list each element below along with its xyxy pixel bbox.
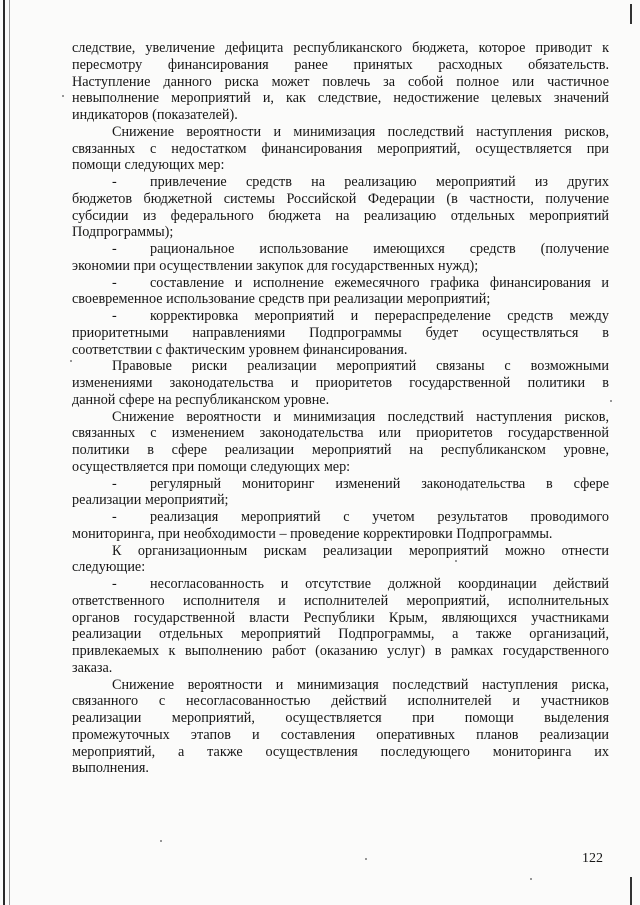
text-line: Наступление данного риска может повлечь за собой полное или частичное <box>72 73 609 90</box>
bullet-line <box>72 509 609 526</box>
bullet-line <box>72 308 609 325</box>
bullet-dash: - <box>112 274 117 291</box>
text-line: связанных с изменением законодательства или приоритетов государственной <box>72 425 609 442</box>
text-line: следующие: <box>72 559 146 576</box>
text-line: осуществляется при помощи следующих мер: <box>72 458 351 475</box>
paragraph-first-line: Правовые риски реализации мероприятий связаны с возможными <box>112 358 609 375</box>
bullet-line <box>72 275 609 292</box>
bullet-text: привлечение средств на реализацию мероприятий из других <box>150 174 609 190</box>
text-line: следствие, увеличение дефицита республиканского бюджета, которое приводит к <box>72 40 609 56</box>
bullet-dash: - <box>112 509 117 525</box>
text-line: Подпрограммы); <box>72 224 174 241</box>
scan-speck <box>70 360 72 362</box>
text-line: экономии при осуществлении закупок для государственных нужд); <box>72 257 479 274</box>
page-number: 122 <box>582 851 603 866</box>
paragraph-first-line: Снижение вероятности и минимизация последствий наступления рисков, <box>112 408 609 425</box>
text-line: привлекаемых к выполнению работ (оказанию услуг) в рамках государственного <box>72 643 609 659</box>
scan-edge-left-shadow <box>9 0 10 905</box>
bullet-dash: - <box>112 174 117 190</box>
bullet-line <box>72 476 609 493</box>
bullet-text: несогласованность и отсутствие должной координации действий <box>150 576 609 592</box>
text-line: заказа. <box>72 659 113 676</box>
text-line: политики в сфере реализации мероприятий на республиканском уровне, <box>72 442 609 458</box>
bullet-dash: - <box>112 241 117 257</box>
text-line: органов государственной власти Республики Крым, являющихся участниками <box>72 609 609 626</box>
text-line: субсидии из федерального бюджета на реализацию отдельных мероприятий <box>72 207 609 224</box>
text-line: реализации мероприятий; <box>72 492 229 509</box>
text-line: невыполнение мероприятий и, как следствие, недостижение целевых значений <box>72 90 609 107</box>
text-line: помощи следующих мер: <box>72 157 225 174</box>
text-line: индикаторов (показателей). <box>72 107 238 123</box>
text-line: ответственного исполнителя и исполнителей мероприятий, исполнительных <box>72 592 609 609</box>
text-line: связанных с недостатком финансирования мероприятий, осуществляется при <box>72 140 609 157</box>
scan-edge-left <box>3 0 5 905</box>
text-line: приоритетными направлениями Подпрограммы будет осуществляться в <box>72 324 609 341</box>
bullet-text: регулярный мониторинг изменений законодательства в сфере <box>150 475 609 492</box>
bullet-dash: - <box>112 308 117 324</box>
bullet-text: корректировка мероприятий и перераспределение средств между <box>150 308 609 324</box>
bullet-dash: - <box>112 576 117 592</box>
bullet-line <box>72 174 609 191</box>
scan-speck <box>455 560 457 562</box>
text-line: промежуточных этапов и составления оперативных планов реализации <box>72 726 609 743</box>
text-line: мониторинга, при необходимости – проведение корректировки Подпрограммы. <box>72 525 553 542</box>
bullet-text: составление и исполнение ежемесячного графика финансирования и <box>150 274 609 291</box>
paragraph-first-line: К организационным рискам реализации мероприятий можно отнести <box>112 542 609 559</box>
text-line: изменениями законодательства и приоритетов государственной политики в <box>72 375 609 391</box>
scan-mark-top-right <box>630 4 632 24</box>
text-line: связанного с несогласованностью действий исполнителей и участников <box>72 693 609 710</box>
scan-speck <box>365 858 367 860</box>
text-line: данной сфере на республиканском уровне. <box>72 391 330 408</box>
bullet-line <box>72 241 609 258</box>
paragraph-first-line: Снижение вероятности и минимизация последствий наступления риска, <box>112 676 609 693</box>
scan-speck <box>530 878 532 880</box>
paragraph-first-line: Снижение вероятности и минимизация последствий наступления рисков, <box>112 123 609 140</box>
text-line: своевременное использование средств при реализации мероприятий; <box>72 291 491 308</box>
text-line: реализации мероприятий, осуществляется при помощи выделения <box>72 710 609 726</box>
text-line: выполнения. <box>72 760 149 777</box>
document-body <box>72 40 609 777</box>
text-line: соответствии с фактическим уровнем финансирования. <box>72 341 408 358</box>
text-line: пересмотру финансирования ранее принятых расходных обязательств. <box>72 56 609 73</box>
scan-speck <box>62 95 64 97</box>
bullet-dash: - <box>112 475 117 492</box>
text-line: реализации отдельных мероприятий Подпрограммы, а также организаций, <box>72 626 609 643</box>
text-line: мероприятий, а также осуществления последующего мониторинга их <box>72 743 609 760</box>
scan-mark-bottom-right <box>630 877 632 905</box>
scan-speck <box>160 840 162 842</box>
bullet-text: рациональное использование имеющихся средств (получение <box>150 241 609 257</box>
bullet-line <box>72 576 609 593</box>
bullet-text: реализация мероприятий с учетом результатов проводимого <box>150 509 609 525</box>
scan-speck <box>610 400 612 402</box>
text-line: бюджетов бюджетной системы Российской Федерации (в частности, получение <box>72 190 609 207</box>
